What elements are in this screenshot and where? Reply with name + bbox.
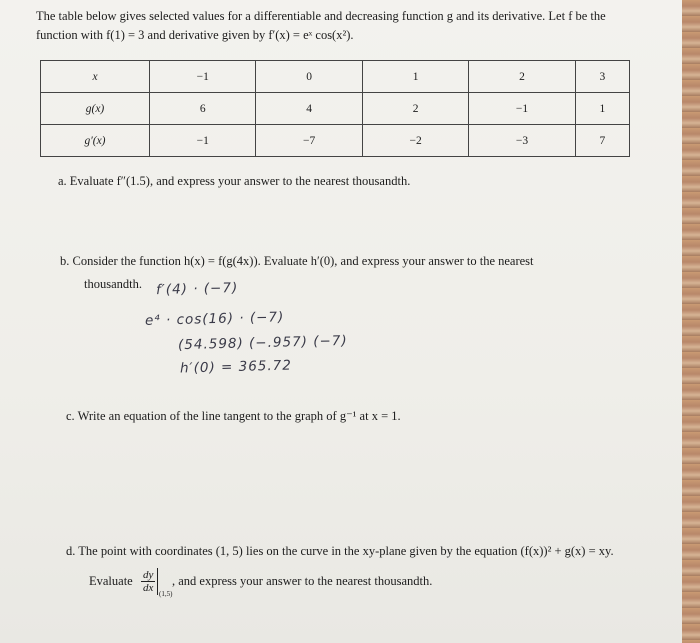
table-cell: −1 (150, 125, 256, 157)
question-a: a. Evaluate f″(1.5), and express your answer to the nearest thousandth. (58, 174, 411, 188)
question-b-continuation: thousandth. (84, 277, 142, 291)
question-d-instruction: , and express your answer to the nearest thousandth. (172, 574, 433, 588)
table-cell: −7 (256, 125, 362, 157)
table-row (41, 93, 630, 125)
table-cell: g(x) (41, 93, 150, 125)
table-cell: g′(x) (41, 125, 150, 157)
question-b: b. Consider the function h(x) = f(g(4x)). Evaluate h′(0), and express your answer to the nearest (60, 254, 534, 268)
table-cell: 2 (469, 61, 575, 93)
table-row (41, 125, 630, 157)
table-cell: −2 (362, 125, 468, 157)
handwritten-work-line: (54.598) (−.957) (−7) (177, 332, 348, 354)
table-cell: 1 (362, 61, 468, 93)
page-edge (682, 0, 700, 643)
intro-line-1: The table below gives selected values for a differentiable and decreasing function g and its derivative. Let f be the (36, 9, 606, 23)
table-cell: −3 (469, 125, 575, 157)
table-cell: 6 (150, 93, 256, 125)
handwritten-answer: h′(0) = 365.72 (179, 357, 293, 377)
table-cell: 3 (575, 61, 629, 93)
handwritten-work-line: e⁴ · cos(16) · (−7) (144, 309, 285, 329)
table-cell: −1 (469, 93, 575, 125)
table-cell: 1 (575, 93, 629, 125)
table-cell: −1 (150, 61, 256, 93)
evaluation-point: (1,5) (159, 590, 173, 598)
table-cell: x (41, 61, 150, 93)
table-cell: 2 (362, 93, 468, 125)
question-d: d. The point with coordinates (1, 5) lies on the curve in the xy-plane given by the equation (f(x))² + g(x) = xy. (66, 544, 614, 558)
table-header-row (41, 61, 630, 93)
intro-text (36, 7, 606, 45)
intro-line-2: function with f(1) = 3 and derivative given by f′(x) = eˣ cos(x²). (36, 28, 354, 42)
values-table (40, 60, 630, 157)
fraction-denominator: dx (143, 582, 154, 594)
fraction-numerator: dy (143, 569, 154, 581)
dy-dx-fraction (141, 569, 155, 595)
handwritten-work-line: f′(4) · (−7) (155, 279, 239, 299)
table-cell: 4 (256, 93, 362, 125)
question-c: c. Write an equation of the line tangent to the graph of g⁻¹ at x = 1. (66, 409, 401, 423)
table-cell: 7 (575, 125, 629, 157)
evaluation-bar (157, 568, 158, 595)
table-cell: 0 (256, 61, 362, 93)
question-d-evaluate-label: Evaluate (89, 574, 133, 588)
